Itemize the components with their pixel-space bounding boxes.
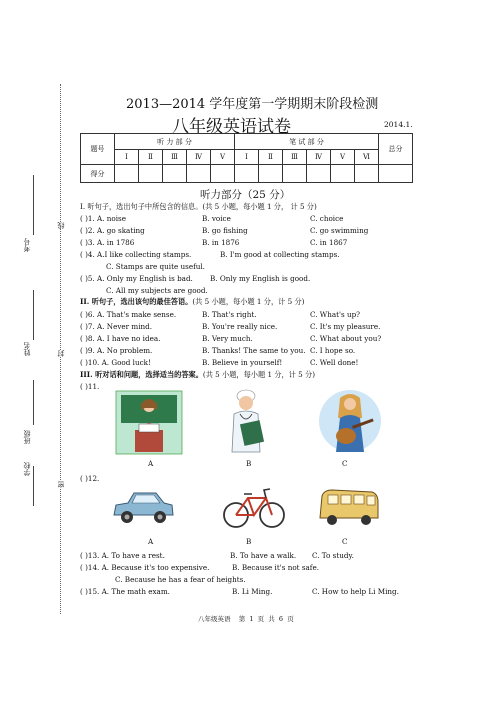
q4-b: B. I'm good at collecting stamps. xyxy=(220,250,340,259)
q15-c: C. How to help Li Ming. xyxy=(312,587,399,596)
q15-b: B. Li Ming. xyxy=(232,587,273,596)
doctor-picture xyxy=(222,388,270,454)
exam-no-line xyxy=(33,175,34,235)
section3-heading-bold: III. 听对话和问题，选择适当的答案。 xyxy=(80,370,203,379)
q10-c: C. Well done! xyxy=(310,358,359,367)
exam-subtitle: 八年级英语试卷 xyxy=(172,117,291,137)
score-table xyxy=(80,133,413,183)
car-picture xyxy=(110,487,176,527)
listening-col: Ⅱ xyxy=(139,150,163,165)
section3-heading xyxy=(80,370,315,379)
writing-col: Ⅳ xyxy=(307,150,331,165)
q14-a: ( )14. A. Because it's too expensive. xyxy=(80,563,210,572)
q5-b: B. Only my English is good. xyxy=(210,274,311,283)
q3-b: B. in 1876 xyxy=(202,238,240,247)
q1-b: B. voice xyxy=(202,214,231,223)
class-label: 班级 xyxy=(23,430,31,444)
listening-header: 听 力 部 分 xyxy=(115,134,235,150)
q2-a: ( )2. A. go skating xyxy=(80,226,145,235)
bicycle-picture xyxy=(222,484,286,530)
writing-header: 笔 试 部 分 xyxy=(235,134,379,150)
listening-col: Ⅲ xyxy=(163,150,187,165)
q7-c: C. It's my pleasure. xyxy=(310,322,381,331)
q13-c: C. To study. xyxy=(312,551,354,560)
page-footer: 八年级英语 第 1 页 共 6 页 xyxy=(198,615,294,623)
score-cell[interactable] xyxy=(283,165,307,183)
q5-a: ( )5. A. Only my English is bad. xyxy=(80,274,193,283)
class-line xyxy=(33,380,34,425)
binding-line xyxy=(60,84,61,614)
score-cell[interactable] xyxy=(259,165,283,183)
score-cell[interactable] xyxy=(307,165,331,183)
writing-col: Ⅱ xyxy=(259,150,283,165)
section2-heading-rest: (共 5 小题，每小题 1 分，计 5 分) xyxy=(192,297,305,306)
listening-col: Ⅴ xyxy=(211,150,235,165)
q9-a: ( )9. A. No problem. xyxy=(80,346,153,355)
q14-c: C. Because he has a fear of heights. xyxy=(115,575,246,584)
section2-heading xyxy=(80,297,304,306)
score-cell[interactable] xyxy=(235,165,259,183)
q7-b: B. You're really nice. xyxy=(202,322,278,331)
section2-heading-bold: II. 听句子，选出该句的最佳答语。 xyxy=(80,297,193,306)
q11-label-a: A xyxy=(148,459,154,468)
school-line xyxy=(33,466,34,506)
q10-b: B. Believe in yourself! xyxy=(202,358,283,367)
q9-b: B. Thanks! The same to you. xyxy=(202,346,306,355)
q3-c: C. in 1867 xyxy=(310,238,348,247)
score-cell[interactable] xyxy=(355,165,379,183)
q12-label-a: A xyxy=(148,537,154,546)
score-cell[interactable] xyxy=(115,165,139,183)
q11-label-b: B xyxy=(246,459,252,468)
name-label: 姓名 xyxy=(23,342,31,356)
exam-no-label: 考号 xyxy=(23,238,31,252)
q1-c: C. choice xyxy=(310,214,344,223)
q6-a: ( )6. A. That's make sense. xyxy=(80,310,177,319)
name-line xyxy=(33,290,34,340)
listening-col: Ⅳ xyxy=(187,150,211,165)
q1-a: ( )1. A. noise xyxy=(80,214,126,223)
q12-label-b: B xyxy=(246,537,252,546)
q6-c: C. What's up? xyxy=(310,310,361,319)
score-cell[interactable] xyxy=(379,165,413,183)
writing-col: Ⅴ xyxy=(331,150,355,165)
writing-col: Ⅵ xyxy=(355,150,379,165)
q3-a: ( )3. A. in 1786 xyxy=(80,238,135,247)
school-label: 学校 xyxy=(23,462,31,476)
writing-col: Ⅰ xyxy=(235,150,259,165)
q2-c: C. go swimming xyxy=(310,226,369,235)
q11-label-c: C xyxy=(342,459,348,468)
section1-heading: I. 听句子，选出句子中所包含的信息。(共 5 小题，每小题 1 分， 计 5 分) xyxy=(80,202,317,211)
q8-c: C. What about you? xyxy=(310,334,382,343)
q6-b: B. That's right. xyxy=(202,310,257,319)
q13-a: ( )13. A. To have a rest. xyxy=(80,551,165,560)
q8-b: B. Very much. xyxy=(202,334,253,343)
score-cell[interactable] xyxy=(163,165,187,183)
q4-a: ( )4. A.I like collecting stamps. xyxy=(80,250,192,259)
q13-b: B. To have a walk. xyxy=(230,551,297,560)
q9-c: C. I hope so. xyxy=(310,346,356,355)
score-cell[interactable] xyxy=(187,165,211,183)
q7-a: ( )7. A. Never mind. xyxy=(80,322,153,331)
q8-a: ( )8. A. I have no idea. xyxy=(80,334,161,343)
listening-col: Ⅰ xyxy=(115,150,139,165)
q2-b: B. go fishing xyxy=(202,226,248,235)
seal-line-mark: 线 xyxy=(57,222,65,229)
q14-b: B. Because it's not safe. xyxy=(232,563,319,572)
secret-mark: 密 xyxy=(57,481,65,488)
score-cell[interactable] xyxy=(139,165,163,183)
score-row-label: 得分 xyxy=(81,165,115,183)
teacher-picture xyxy=(115,390,183,455)
total-header: 总分 xyxy=(379,134,413,165)
section3-heading-rest: (共 5 小题，每小题 1 分，计 5 分) xyxy=(202,370,316,379)
exam-title: 2013—2014 学年度第一学期期末阶段检测 xyxy=(126,97,379,112)
listening-title: 听力部分（25 分） xyxy=(200,189,291,201)
writing-col: Ⅲ xyxy=(283,150,307,165)
score-cell[interactable] xyxy=(211,165,235,183)
q5-c: C. All my subjects are good. xyxy=(106,286,208,295)
score-cell[interactable] xyxy=(331,165,355,183)
q4-c: C. Stamps are quite useful. xyxy=(106,262,205,271)
q12-stem: ( )12. xyxy=(80,474,100,483)
q10-a: ( )10. A. Good luck! xyxy=(80,358,151,367)
question-no-header: 题号 xyxy=(81,134,115,165)
guitar-player-picture xyxy=(318,388,382,454)
q15-a: ( )15. A. The math exam. xyxy=(80,587,170,596)
q12-label-c: C xyxy=(342,537,348,546)
exam-date: 2014.1. xyxy=(384,120,413,129)
q11-stem: ( )11. xyxy=(80,382,100,391)
bus-picture xyxy=(316,486,382,530)
seal-mark: 封 xyxy=(57,350,65,357)
